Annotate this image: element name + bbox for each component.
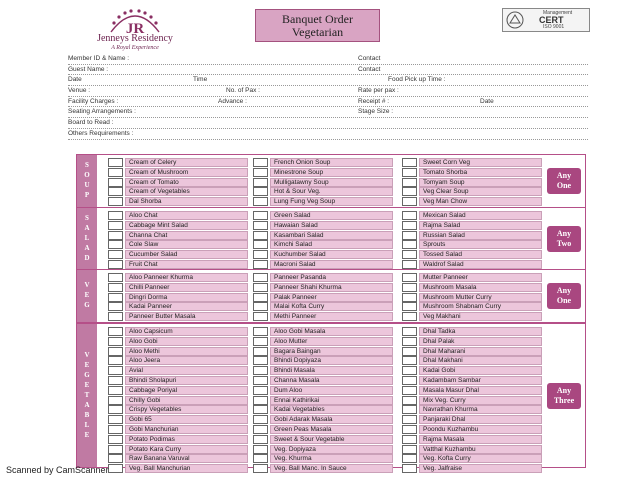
menu-item-checkbox[interactable]	[108, 312, 123, 321]
menu-item-label: Dum Aloo	[270, 386, 393, 395]
menu-item-label: Sweet & Sour Vegetable	[270, 435, 393, 444]
monogram: JR	[125, 21, 145, 36]
menu-item-checkbox[interactable]	[108, 231, 123, 240]
category-letter: D	[84, 254, 90, 262]
category-letter: L	[84, 234, 90, 242]
menu-item-checkbox[interactable]	[402, 283, 417, 292]
menu-item-label: Veg. Dopiyaza	[270, 445, 393, 454]
menu-item-checkbox[interactable]	[402, 366, 417, 375]
menu-item-label: Veg Makhani	[419, 312, 542, 321]
menu-item-checkbox[interactable]	[253, 464, 268, 473]
category-band	[77, 155, 97, 207]
menu-item-label: Aloo Gobi	[125, 337, 248, 346]
menu-item-label: Panneer Shahi Khurma	[270, 283, 393, 292]
menu-item-checkbox[interactable]	[402, 250, 417, 259]
menu-item-checkbox[interactable]	[253, 405, 268, 414]
hotel-name: Jenneys Residency	[97, 33, 173, 44]
menu-item-checkbox[interactable]	[402, 445, 417, 454]
menu-item-label: Mushroom Mutter Curry	[419, 293, 542, 302]
menu-item-label: Dhal Palak	[419, 337, 542, 346]
menu-item-checkbox[interactable]	[402, 386, 417, 395]
choice-rule-badge	[547, 168, 581, 194]
menu-item-checkbox[interactable]	[108, 396, 123, 405]
choice-rule-badge	[547, 283, 581, 309]
menu-item-label: Malai Kofta Curry	[270, 302, 393, 311]
menu-item-label: Mix Veg. Curry	[419, 396, 542, 405]
menu-item-label: Channa Masala	[270, 376, 393, 385]
form-field-line[interactable]	[68, 97, 588, 108]
menu-item-label: Minestrone Soup	[270, 168, 393, 177]
field-label: Receipt # :	[358, 97, 390, 105]
menu-item-checkbox[interactable]	[253, 158, 268, 167]
certification-badge	[502, 8, 590, 32]
menu-item-checkbox[interactable]	[402, 337, 417, 346]
menu-item-checkbox[interactable]	[402, 347, 417, 356]
choice-rule-text: Any	[556, 229, 572, 238]
menu-item-label: Bhindi Sholapuri	[125, 376, 248, 385]
menu-item-label: Dhal Tadka	[419, 327, 542, 336]
menu-item-checkbox[interactable]	[253, 250, 268, 259]
menu-item-checkbox[interactable]	[402, 240, 417, 249]
field-label: Advance :	[218, 97, 247, 105]
menu-item-checkbox[interactable]	[253, 187, 268, 196]
menu-item-label: Cream of Celery	[125, 158, 248, 167]
cert-standard: ISO 9001	[543, 24, 565, 30]
menu-item-label: Mushroom Masala	[419, 283, 542, 292]
menu-item-checkbox[interactable]	[402, 187, 417, 196]
menu-item-label: Avial	[125, 366, 248, 375]
menu-item-checkbox[interactable]	[108, 386, 123, 395]
menu-item-label: Aloo Gobi Masala	[270, 327, 393, 336]
menu-item-checkbox[interactable]	[402, 405, 417, 414]
menu-item-checkbox[interactable]	[253, 240, 268, 249]
menu-item-checkbox[interactable]	[108, 337, 123, 346]
menu-item-label: Kadai Vegetables	[270, 405, 393, 414]
category-letter: E	[84, 291, 90, 299]
menu-item-label: Veg. Khurma	[270, 454, 393, 463]
menu-item-checkbox[interactable]	[402, 178, 417, 187]
menu-item-label: Ennai Kathirikai	[270, 396, 393, 405]
menu-item-label: Macroni Salad	[270, 260, 393, 269]
menu-item-checkbox[interactable]	[253, 347, 268, 356]
field-label: No. of Pax :	[226, 87, 260, 95]
cert-name: CERT	[539, 15, 564, 25]
menu-item-checkbox[interactable]	[253, 454, 268, 463]
menu-item-label: Palak Panneer	[270, 293, 393, 302]
menu-item-checkbox[interactable]	[253, 425, 268, 434]
booking-fields	[68, 54, 588, 140]
menu-item-label: Rajma Masala	[419, 435, 542, 444]
menu-section-veg	[76, 269, 586, 323]
menu-item-label: Mushroom Shabnam Curry	[419, 302, 542, 311]
menu-item-label: Green Peas Masala	[270, 425, 393, 434]
menu-item-checkbox[interactable]	[108, 445, 123, 454]
menu-item-checkbox[interactable]	[253, 337, 268, 346]
menu-item-checkbox[interactable]	[402, 327, 417, 336]
menu-item-checkbox[interactable]	[253, 197, 268, 206]
menu-item-checkbox[interactable]	[253, 376, 268, 385]
menu-item-label: Hawaian Salad	[270, 221, 393, 230]
cert-caption: Management	[543, 10, 573, 16]
menu-item-label: Cream of Vegetables	[125, 187, 248, 196]
choice-rule-text: One	[556, 181, 572, 190]
menu-item-checkbox[interactable]	[253, 445, 268, 454]
menu-item-label: Mexican Salad	[419, 211, 542, 220]
menu-item-checkbox[interactable]	[402, 356, 417, 365]
menu-item-checkbox[interactable]	[108, 283, 123, 292]
category-letter: O	[84, 171, 90, 179]
category-letter: S	[85, 214, 89, 222]
menu-item-checkbox[interactable]	[402, 396, 417, 405]
menu-item-label: Panneer Pasanda	[270, 273, 393, 282]
menu-item-checkbox[interactable]	[108, 187, 123, 196]
menu-item-label: Veg. Jalfraise	[419, 464, 542, 473]
menu-item-checkbox[interactable]	[108, 415, 123, 424]
menu-item-label: Methi Panneer	[270, 312, 393, 321]
menu-item-label: Bagara Baingan	[270, 347, 393, 356]
category-letter: A	[84, 244, 90, 252]
menu-item-checkbox[interactable]	[402, 260, 417, 269]
menu-item-label: Waldrof Salad	[419, 260, 542, 269]
certification-logo-icon	[506, 11, 524, 29]
field-label: Food Pick up Time :	[388, 76, 446, 84]
category-letter: E	[84, 360, 90, 369]
menu-item-checkbox[interactable]	[402, 197, 417, 206]
field-label: Date	[480, 97, 494, 105]
menu-item-label: Lung Fung Veg Soup	[270, 197, 393, 206]
menu-item-checkbox[interactable]	[108, 347, 123, 356]
category-letter: G	[84, 301, 90, 309]
field-label: Stage Size :	[358, 108, 394, 116]
menu-item-checkbox[interactable]	[108, 168, 123, 177]
menu-item-checkbox[interactable]	[253, 356, 268, 365]
menu-item-label: Kimchi Salad	[270, 240, 393, 249]
form-field-line[interactable]	[68, 86, 588, 97]
category-letter: T	[84, 390, 90, 399]
menu-item-checkbox[interactable]	[402, 231, 417, 240]
field-label: Contact	[358, 55, 381, 62]
category-letter: E	[84, 430, 90, 439]
menu-item-label: French Onion Soup	[270, 158, 393, 167]
menu-item-checkbox[interactable]	[402, 435, 417, 444]
menu-item-checkbox[interactable]	[108, 250, 123, 259]
field-label: Seating Arrangements :	[68, 108, 136, 116]
menu-item-checkbox[interactable]	[402, 376, 417, 385]
menu-item-label: Aloo Mutter	[270, 337, 393, 346]
field-label: Board to Read :	[68, 119, 114, 127]
menu-item-checkbox[interactable]	[108, 454, 123, 463]
menu-item-label: Kuchumber Salad	[270, 250, 393, 259]
menu-item-label: Dal Shorba	[125, 197, 248, 206]
menu-item-label: Russian Salad	[419, 231, 542, 240]
menu-item-checkbox[interactable]	[253, 312, 268, 321]
menu-item-label: Aloo Chat	[125, 211, 248, 220]
form-field-line[interactable]	[68, 118, 588, 129]
order-form-sheet	[10, 0, 618, 472]
menu-item-checkbox[interactable]	[253, 211, 268, 220]
menu-section-salad	[76, 207, 586, 271]
hotel-tagline: A Royal Experience	[111, 45, 159, 51]
menu-item-checkbox[interactable]	[402, 293, 417, 302]
choice-rule-text: Two	[556, 239, 572, 248]
menu-item-checkbox[interactable]	[253, 273, 268, 282]
menu-section-vegetable	[76, 323, 586, 473]
category-letter: L	[84, 420, 90, 429]
menu-item-checkbox[interactable]	[253, 415, 268, 424]
field-label: Rate per pax :	[358, 87, 399, 95]
menu-item-label: Sprouts	[419, 240, 542, 249]
choice-rule-text: Any	[556, 286, 572, 295]
scanner-footer: Scanned by CamScanner	[6, 465, 109, 475]
menu-item-label: Tomato Shorba	[419, 168, 542, 177]
menu-item-label: Veg. Kofta Curry	[419, 454, 542, 463]
category-letter: V	[84, 350, 90, 359]
menu-item-label: Masala Masur Dhal	[419, 386, 542, 395]
choice-rule-text: Any	[556, 385, 572, 395]
choice-rule-text: Any	[556, 171, 572, 180]
category-letter: U	[84, 181, 90, 189]
menu-item-checkbox[interactable]	[402, 168, 417, 177]
category-letter: E	[84, 380, 90, 389]
menu-item-label: Bhindi Dopiyaza	[270, 356, 393, 365]
menu-item-label: Kadai Panneer	[125, 302, 248, 311]
menu-item-label: Aloo Methi	[125, 347, 248, 356]
field-label: Time	[193, 76, 208, 84]
choice-rule-text: One	[556, 296, 572, 305]
menu-item-label: Cole Slaw	[125, 240, 248, 249]
menu-item-label: Cream of Mushroom	[125, 168, 248, 177]
menu-item-label: Potato Podimas	[125, 435, 248, 444]
menu-item-checkbox[interactable]	[253, 168, 268, 177]
form-title	[255, 9, 380, 42]
menu-item-label: Potato Kara Curry	[125, 445, 248, 454]
menu-item-checkbox[interactable]	[108, 435, 123, 444]
menu-item-label: Navrathan Khurma	[419, 405, 542, 414]
menu-item-label: Chilli Panneer	[125, 283, 248, 292]
menu-item-checkbox[interactable]	[108, 366, 123, 375]
menu-item-checkbox[interactable]	[108, 293, 123, 302]
menu-item-label: Veg. Ball Manc. In Sauce	[270, 464, 393, 473]
choice-rule-text: Three	[553, 395, 575, 405]
form-title-line2: Vegetarian	[291, 25, 344, 39]
menu-item-label: Green Salad	[270, 211, 393, 220]
field-label: Date	[68, 76, 82, 84]
form-field-line[interactable]	[68, 75, 588, 86]
menu-item-checkbox[interactable]	[108, 178, 123, 187]
menu-item-checkbox[interactable]	[402, 312, 417, 321]
menu-item-checkbox[interactable]	[108, 260, 123, 269]
menu-item-checkbox[interactable]	[253, 302, 268, 311]
menu-item-label: Veg Clear Soup	[419, 187, 542, 196]
menu-item-checkbox[interactable]	[253, 293, 268, 302]
category-letter: G	[84, 370, 90, 379]
menu-item-label: Kadambam Sambar	[419, 376, 542, 385]
menu-item-checkbox[interactable]	[402, 415, 417, 424]
form-field-line[interactable]	[68, 129, 588, 140]
menu-item-checkbox[interactable]	[108, 211, 123, 220]
menu-item-checkbox[interactable]	[253, 178, 268, 187]
menu-item-checkbox[interactable]	[108, 464, 123, 473]
field-label: Facility Charges :	[68, 97, 119, 105]
menu-item-checkbox[interactable]	[108, 302, 123, 311]
menu-item-label: Cream of Tomato	[125, 178, 248, 187]
form-field-line[interactable]	[68, 54, 588, 65]
choice-rule-badge	[547, 226, 581, 252]
menu-item-checkbox[interactable]	[253, 386, 268, 395]
menu-item-label: Chilly Gobi	[125, 396, 248, 405]
menu-item-label: Gobi Manchurian	[125, 425, 248, 434]
menu-item-checkbox[interactable]	[402, 221, 417, 230]
form-field-line[interactable]	[68, 65, 588, 76]
menu-item-checkbox[interactable]	[253, 327, 268, 336]
menu-item-label: Cabbage Poriyal	[125, 386, 248, 395]
menu-item-checkbox[interactable]	[253, 366, 268, 375]
category-letter: A	[84, 224, 90, 232]
menu-item-label: Crispy Vegetables	[125, 405, 248, 414]
menu-item-label: Veg Man Chow	[419, 197, 542, 206]
menu-item-label: Poondu Kuzhambu	[419, 425, 542, 434]
menu-item-label: Vatthal Kuzhambu	[419, 445, 542, 454]
menu-item-checkbox[interactable]	[108, 197, 123, 206]
menu-item-checkbox[interactable]	[253, 435, 268, 444]
menu-item-label: Channa Chat	[125, 231, 248, 240]
menu-item-checkbox[interactable]	[253, 221, 268, 230]
category-letter: P	[84, 191, 90, 199]
menu-item-checkbox[interactable]	[108, 221, 123, 230]
field-label: Guest Name :	[68, 65, 109, 73]
category-band	[77, 324, 97, 467]
choice-rule-badge	[547, 383, 581, 409]
menu-item-label: Tossed Salad	[419, 250, 542, 259]
menu-item-checkbox[interactable]	[402, 425, 417, 434]
menu-item-checkbox[interactable]	[402, 211, 417, 220]
menu-item-checkbox[interactable]	[108, 405, 123, 414]
menu-item-label: Dhal Maharani	[419, 347, 542, 356]
field-label: Venue :	[68, 87, 91, 95]
menu-item-label: Panjaraki Dhal	[419, 415, 542, 424]
menu-item-checkbox[interactable]	[402, 273, 417, 282]
menu-item-checkbox[interactable]	[108, 240, 123, 249]
menu-item-label: Gobi 65	[125, 415, 248, 424]
menu-item-checkbox[interactable]	[402, 454, 417, 463]
category-letter: S	[85, 161, 89, 169]
category-letter: B	[84, 410, 90, 419]
menu-item-label: Dhal Makhani	[419, 356, 542, 365]
category-letter: A	[84, 400, 90, 409]
menu-item-label: Cabbage Mint Salad	[125, 221, 248, 230]
menu-item-label: Aloo Jeera	[125, 356, 248, 365]
field-label: Member ID & Name :	[68, 55, 130, 62]
menu-item-label: Mulligatawny Soup	[270, 178, 393, 187]
menu-item-checkbox[interactable]	[108, 425, 123, 434]
menu-item-checkbox[interactable]	[253, 396, 268, 405]
menu-item-label: Rajma Salad	[419, 221, 542, 230]
menu-item-label: Cucumber Salad	[125, 250, 248, 259]
category-band	[77, 208, 97, 270]
form-field-line[interactable]	[68, 107, 588, 118]
menu-item-label: Dingri Dorma	[125, 293, 248, 302]
menu-item-checkbox[interactable]	[108, 356, 123, 365]
menu-item-label: Aloo Capsicum	[125, 327, 248, 336]
hotel-logo	[76, 6, 194, 58]
menu-item-checkbox[interactable]	[402, 302, 417, 311]
crown-logo-icon	[105, 6, 165, 36]
menu-item-checkbox[interactable]	[402, 464, 417, 473]
menu-item-checkbox[interactable]	[108, 327, 123, 336]
menu-item-label: Fruit Chat	[125, 260, 248, 269]
menu-item-checkbox[interactable]	[108, 158, 123, 167]
menu-item-checkbox[interactable]	[253, 231, 268, 240]
menu-item-label: Mutter Panneer	[419, 273, 542, 282]
menu-item-label: Panneer Butter Masala	[125, 312, 248, 321]
menu-item-checkbox[interactable]	[108, 273, 123, 282]
form-title-line1: Banquet Order	[282, 12, 353, 26]
menu-item-checkbox[interactable]	[402, 158, 417, 167]
menu-item-checkbox[interactable]	[108, 376, 123, 385]
menu-item-checkbox[interactable]	[253, 283, 268, 292]
menu-item-label: Tomyam Soup	[419, 178, 542, 187]
menu-item-label: Raw Banana Varuval	[125, 454, 248, 463]
menu-item-label: Sweet Corn Veg	[419, 158, 542, 167]
menu-item-label: Veg. Ball Manchurian	[125, 464, 248, 473]
menu-item-label: Kadai Gobi	[419, 366, 542, 375]
menu-item-label: Gobi Adarak Masala	[270, 415, 393, 424]
category-band	[77, 270, 97, 322]
field-label: Contact	[358, 65, 381, 73]
menu-item-checkbox[interactable]	[253, 260, 268, 269]
menu-item-label: Kasambari Salad	[270, 231, 393, 240]
category-letter: V	[84, 281, 90, 289]
menu-item-label: Bhindi Masala	[270, 366, 393, 375]
field-label: Others Requirements :	[68, 129, 134, 137]
menu-section-soup	[76, 154, 586, 208]
menu-item-label: Aloo Panneer Khurma	[125, 273, 248, 282]
menu-item-label: Hot & Sour Veg.	[270, 187, 393, 196]
